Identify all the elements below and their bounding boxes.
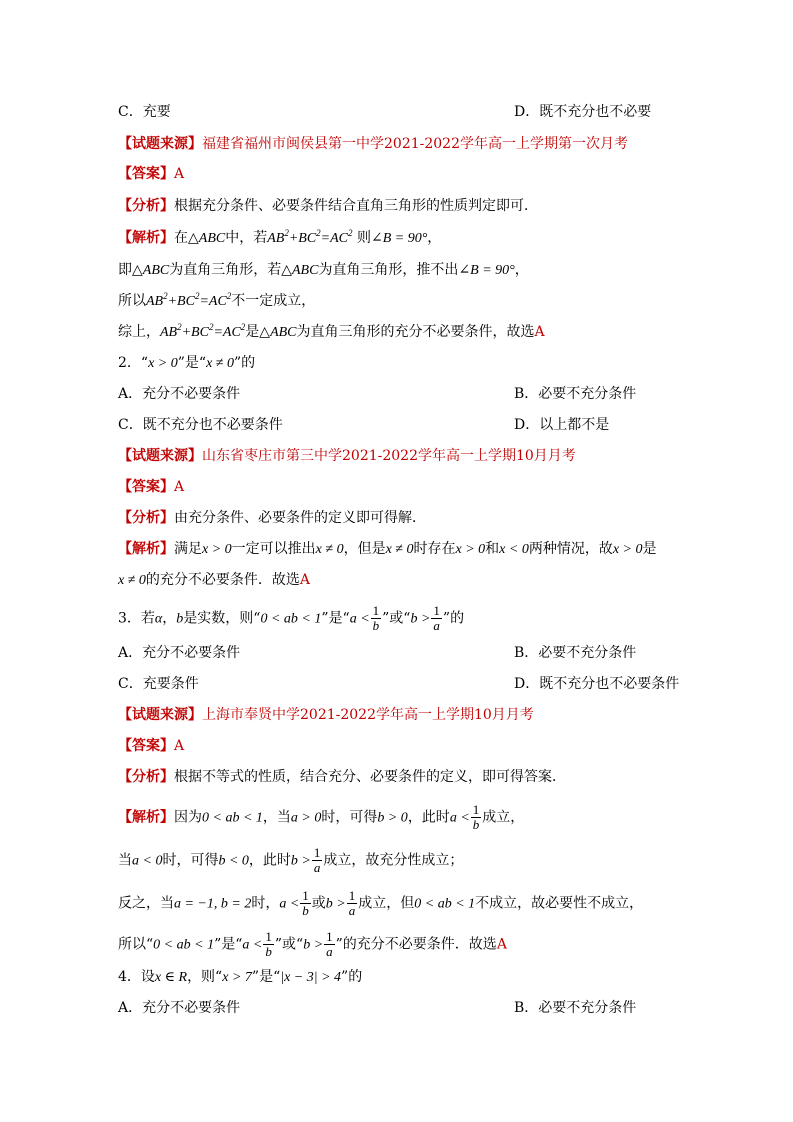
q2-answer (118, 477, 184, 497)
text: ”是“ (177, 355, 207, 371)
source-label: 【试题来源】 (118, 136, 202, 152)
q3-solution-line-1 (118, 803, 524, 832)
math-equation: $AB^2+BC^2=AC^2$ (267, 228, 353, 246)
text: ”是“ (214, 936, 243, 953)
denominator: a (433, 618, 440, 633)
q2-option-b[interactable]: B．必要不充分条件 (514, 386, 637, 402)
math-expr: x > 0 (612, 542, 643, 557)
fraction (300, 889, 311, 918)
text: 不一定成立， (231, 293, 316, 309)
text: ， (514, 262, 529, 278)
numerator: 1 (326, 929, 333, 944)
fraction (347, 889, 358, 918)
text: 是 (245, 324, 260, 340)
q2-options-cd (118, 415, 610, 435)
q3-option-d[interactable]: D．既不充分也不必要条件 (514, 676, 680, 692)
numerator: 1 (265, 929, 272, 944)
math-expr: x < 0 (499, 542, 529, 557)
math-expr: x ≠ 0 (385, 542, 414, 557)
text: 满足 (174, 541, 202, 557)
text: 3．若 (118, 610, 155, 627)
text: 时，可得 (162, 852, 219, 869)
text: 一定可以推出 (231, 541, 316, 557)
text: 综上， (118, 324, 160, 340)
math-expr: b (176, 611, 184, 627)
q3-source (118, 705, 534, 725)
q3-answer (118, 736, 184, 756)
q1-option-c[interactable]: C．充要 (118, 104, 171, 120)
math-expr: a < 0 (132, 853, 163, 869)
text: ”的充分不必要条件．故选 (335, 936, 497, 953)
q4-stem (118, 967, 362, 988)
text: 两种情况，故 (528, 541, 613, 557)
q3-options-ab (118, 643, 637, 663)
q3-option-b[interactable]: B．必要不充分条件 (514, 645, 637, 661)
math-expr: a < (449, 810, 470, 826)
q3-solution-line-3 (118, 889, 643, 918)
numerator: 1 (433, 603, 440, 618)
q1-solution-line-4 (118, 322, 545, 343)
math-expr: x ≠ 0 (118, 573, 146, 588)
q2-option-a[interactable]: A．充分不必要条件 (118, 386, 241, 402)
text: 4．设 (118, 969, 155, 985)
text: 时存在 (413, 541, 456, 557)
source-label: 【试题来源】 (118, 448, 202, 464)
analysis-text: 由充分条件、必要条件的定义即可得解． (174, 510, 426, 526)
text: 成立， (482, 809, 525, 826)
math-expr: b > (290, 853, 311, 869)
text: 为直角三角形，推不出 (318, 262, 459, 278)
solution-label: 【解析】 (118, 541, 174, 557)
math-expr: a = −1, b = 2 (174, 896, 252, 912)
q2-solution-line-1 (118, 539, 657, 560)
q2-source (118, 446, 576, 466)
denominator: b (372, 618, 380, 633)
answer-inline: A (299, 572, 311, 588)
q1-answer (118, 164, 184, 184)
source-text: 上海市奉贤中学2021-2022学年高一上学期10月月考 (202, 707, 534, 723)
numerator: 1 (472, 802, 480, 817)
fraction (431, 604, 442, 633)
text: 是实数，则“ (183, 610, 261, 627)
math-expr: b > (325, 896, 346, 912)
text: 2．“ (118, 355, 149, 371)
text: 反之，当 (118, 895, 174, 912)
text: 和 (485, 541, 500, 557)
math-expr: x > 0 (148, 356, 178, 371)
math-expr: 0 < ab < 1 (202, 810, 263, 826)
answer-label: 【答案】 (118, 738, 174, 754)
math-triangle: △ABC (132, 263, 170, 278)
text: ， (427, 230, 442, 246)
math-expr: x > 0 (455, 542, 486, 557)
math-expr: b > (410, 611, 431, 627)
math-equation: $AB^2+BC^2=AC^2$ (160, 322, 246, 340)
denominator: b (302, 903, 309, 918)
text: 则 (352, 230, 371, 246)
text: ”或“ (382, 610, 411, 627)
q2-options-ab (118, 384, 637, 404)
denominator: a (326, 944, 333, 959)
text: 为直角三角形，若 (169, 262, 282, 278)
solution-label: 【解析】 (118, 809, 174, 826)
math-expr: a > 0 (290, 810, 322, 826)
numerator: 1 (302, 888, 309, 903)
q2-analysis (118, 508, 426, 528)
analysis-text: 根据不等式的性质，结合充分、必要条件的定义，即可得答案． (174, 769, 566, 785)
source-label: 【试题来源】 (118, 707, 202, 723)
denominator: a (348, 903, 356, 918)
text: ，此时 (248, 852, 291, 869)
answer-inline: A (534, 324, 545, 340)
analysis-label: 【分析】 (118, 198, 174, 214)
source-text: 山东省枣庄市第三中学2021-2022学年高一上学期10月月考 (202, 448, 576, 464)
text: ，但是 (343, 541, 386, 557)
q3-option-c[interactable]: C．充要条件 (118, 676, 199, 692)
math-expr: b > (303, 937, 324, 953)
fraction (312, 846, 323, 875)
text: 中，若 (225, 230, 268, 246)
math-angle: ∠B = 90° (370, 231, 428, 246)
text: 时，可得 (321, 809, 378, 826)
text: ，此时 (407, 809, 450, 826)
denominator: b (472, 817, 480, 832)
text: ， (162, 610, 177, 627)
fraction (371, 604, 382, 633)
text: 当 (118, 852, 132, 869)
q1-solution-line-3 (118, 291, 315, 312)
text: ”的 (341, 969, 363, 985)
q3-options-cd (118, 674, 680, 694)
q4-option-a[interactable]: A．充分不必要条件 (118, 1000, 241, 1016)
text: 成立，故充分性成立； (323, 852, 464, 869)
q2-option-c[interactable]: C．既不充分也不必要条件 (118, 417, 283, 433)
math-equation: $AB^2+BC^2=AC^2$ (146, 291, 232, 309)
text: ”的 (442, 610, 465, 627)
text: 在 (174, 230, 188, 246)
solution-label: 【解析】 (118, 230, 174, 246)
source-text: 福建省福州市闽侯县第一中学2021-2022学年高一上学期第一次月考 (202, 136, 628, 152)
math-expr: 0 < ab < 1 (414, 896, 476, 912)
q2-stem (118, 353, 255, 374)
math-angle: ∠B = 90° (458, 263, 515, 278)
numerator: 1 (348, 888, 356, 903)
analysis-text: 根据充分条件、必要条件结合直角三角形的性质判定即可． (174, 198, 538, 214)
math-expr: x ∈ R (154, 970, 188, 985)
math-triangle: △ABC (259, 325, 297, 340)
text: 所以“ (118, 936, 154, 953)
math-expr: b > 0 (377, 810, 408, 826)
answer-label: 【答案】 (118, 166, 174, 182)
q4-options-ab (118, 998, 637, 1018)
q1-analysis (118, 196, 538, 216)
q1-options-cd (118, 102, 652, 122)
q3-option-a[interactable]: A．充分不必要条件 (118, 645, 241, 661)
text: ”的 (233, 355, 256, 371)
math-expr: x ≠ 0 (315, 542, 344, 557)
text: ，则“ (187, 969, 223, 985)
denominator: b (265, 944, 272, 959)
answer-text: A (174, 166, 185, 182)
text: ”是“ (321, 610, 350, 627)
q1-option-d[interactable]: D．既不充分也不必要 (514, 104, 652, 120)
q4-option-b[interactable]: B．必要不充分条件 (514, 1000, 637, 1016)
math-expr: |x − 3| > 4 (280, 970, 342, 985)
q3-solution-line-2 (118, 846, 463, 875)
answer-inline: A (496, 936, 507, 953)
analysis-label: 【分析】 (118, 510, 174, 526)
q3-solution-line-4 (118, 930, 507, 959)
text: 成立，但 (358, 895, 415, 912)
denominator: a (313, 860, 321, 875)
math-triangle: △ABC (188, 231, 226, 246)
math-expr: 0 < ab < 1 (260, 611, 322, 627)
q3-analysis (118, 767, 566, 787)
math-expr: a < (349, 611, 370, 627)
fraction (324, 930, 335, 959)
math-expr: x > 0 (202, 542, 232, 557)
fraction (263, 930, 274, 959)
math-expr: b < 0 (218, 853, 249, 869)
text: 是 (642, 541, 657, 557)
text: 的充分不必要条件．故选 (145, 572, 300, 588)
math-expr: a < (242, 937, 263, 953)
q1-solution-line-2 (118, 260, 529, 281)
text: 或 (311, 895, 326, 912)
fraction (471, 803, 482, 832)
text: 时， (251, 895, 280, 912)
answer-text: A (174, 738, 185, 754)
text: ”或“ (274, 936, 304, 953)
text: ”是“ (251, 969, 281, 985)
math-expr: x ≠ 0 (206, 356, 234, 371)
text: 所以 (118, 293, 146, 309)
text: 为直角三角形的充分不必要条件，故选 (296, 324, 535, 340)
math-expr: α (154, 611, 163, 627)
q2-solution-line-2 (118, 570, 310, 591)
text: 不成立，故必要性不成立， (475, 895, 644, 912)
math-expr: x > 7 (222, 970, 252, 985)
text: 因为 (174, 809, 202, 826)
numerator: 1 (372, 603, 380, 618)
numerator: 1 (313, 845, 321, 860)
analysis-label: 【分析】 (118, 769, 174, 785)
text: 即 (118, 262, 132, 278)
math-expr: 0 < ab < 1 (153, 937, 215, 953)
q3-stem (118, 604, 464, 633)
math-expr: a < (279, 896, 300, 912)
text: ，当 (262, 809, 291, 826)
q2-option-d[interactable]: D．以上都不是 (514, 417, 610, 433)
q1-solution-line-1 (118, 228, 441, 249)
answer-text: A (174, 479, 185, 495)
math-triangle: △ABC (281, 263, 319, 278)
q1-source (118, 134, 628, 154)
answer-label: 【答案】 (118, 479, 174, 495)
